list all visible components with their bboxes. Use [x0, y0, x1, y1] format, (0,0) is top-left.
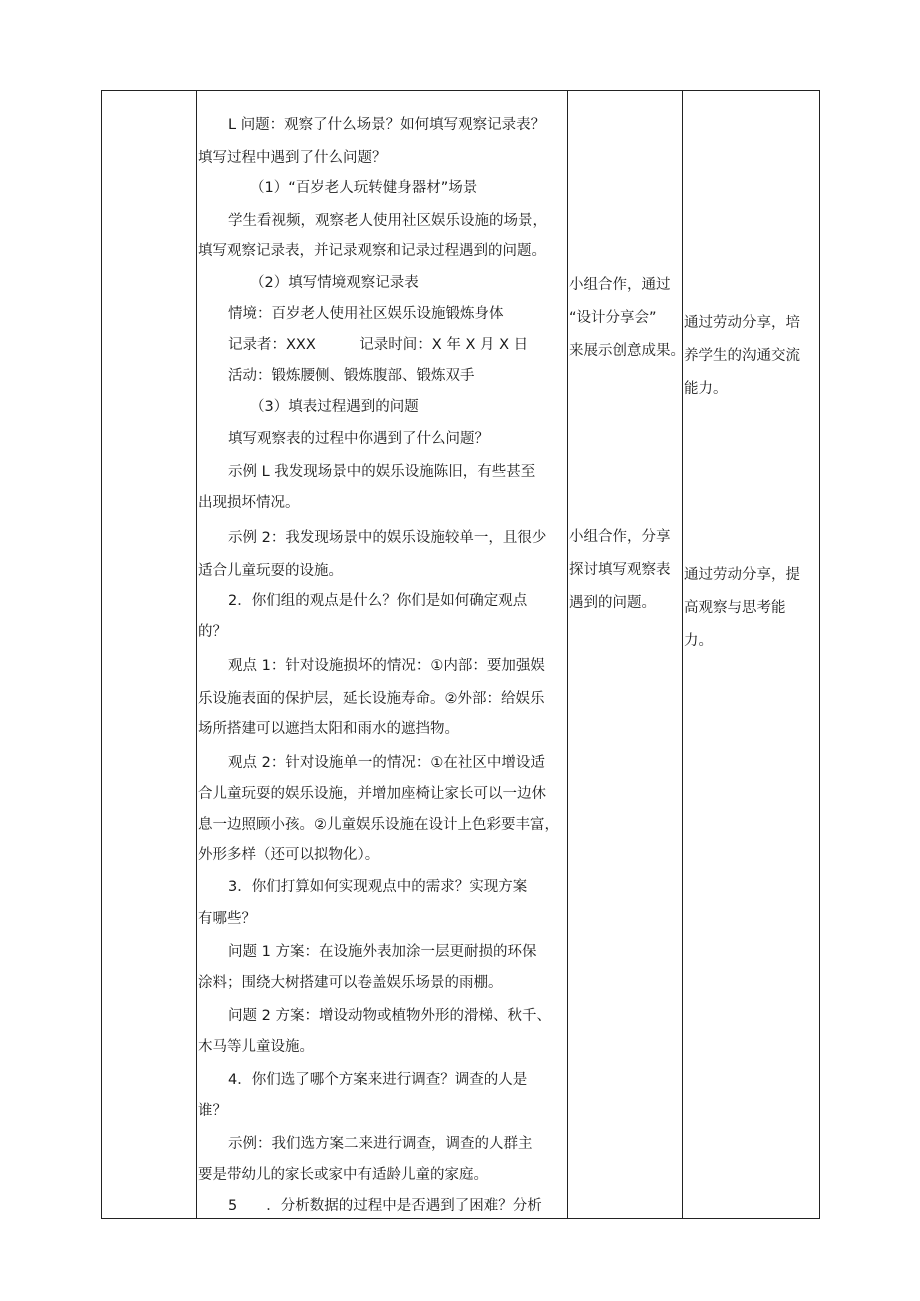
text-line: 通过劳动分享，提 — [684, 567, 800, 583]
text-line: 情境：百岁老人使用社区娱乐设施锻炼身体 — [228, 306, 504, 322]
text-line: 小组合作，分享 — [569, 529, 671, 545]
text-line: 乐设施表面的保护层，延长设施寿命。②外部：给娱乐 — [198, 691, 545, 707]
text-line: 养学生的沟通交流 — [684, 348, 800, 364]
text-line: 力。 — [684, 633, 713, 649]
text-line: 4．你们选了哪个方案来进行调查？调查的人是 — [228, 1072, 528, 1088]
text-line: 外形多样（还可以拟物化）。 — [198, 847, 380, 863]
design-intent-block — [684, 307, 818, 406]
text-line: 要是带幼儿的家长或家中有适龄儿童的家庭。 — [198, 1167, 488, 1183]
text-line: 学生看视频，观察老人使用社区娱乐设施的场景， — [228, 213, 547, 229]
text-line: （2）填写情境观察记录表 — [250, 275, 419, 291]
text-line: 示例 2：我发现场景中的娱乐设施较单一，且很少 — [228, 530, 547, 546]
text-line: 有哪些？ — [198, 911, 256, 927]
text-line: 息一边照顾小孩。②儿童娱乐设施在设计上色彩要丰富， — [198, 817, 559, 833]
text-line: 场所搭建可以遮挡太阳和雨水的遮挡物。 — [198, 721, 459, 737]
text-line: 示例：我们选方案二来进行调查，调查的人群主 — [228, 1136, 533, 1152]
text-line: 出现损坏情况。 — [198, 495, 300, 511]
column-divider — [196, 91, 197, 1218]
text-line: 问题 2 方案：增设动物或植物外形的滑梯、秋千、 — [228, 1008, 551, 1024]
text-line: 木马等儿童设施。 — [198, 1039, 314, 1055]
text-line: 小组合作，通过 — [569, 277, 671, 293]
text-line: 高观察与思考能 — [684, 600, 786, 616]
text-line: 涂料；围绕大树搭建可以卷盖娱乐场景的雨棚。 — [198, 975, 503, 991]
text-line: 5 ．分析数据的过程中是否遇到了困难？分析 — [228, 1198, 542, 1214]
text-line: 活动：锻炼腰侧、锻炼腹部、锻炼双手 — [228, 368, 475, 384]
text-line: 谁？ — [198, 1103, 227, 1119]
text-line: 示例 L 我发现场景中的娱乐设施陈旧，有些甚至 — [228, 464, 536, 480]
text-line: （1）“百岁老人玩转健身器材”场景 — [250, 180, 478, 196]
student-activity-block — [569, 269, 683, 368]
text-line: 2．你们组的观点是什么？你们是如何确定观点 — [228, 593, 528, 609]
text-line: 适合儿童玩耍的设施。 — [198, 563, 343, 579]
column-divider — [682, 91, 683, 1218]
student-activity-block — [569, 521, 683, 620]
text-line: 探讨填写观察表 — [569, 562, 671, 578]
design-intent-block — [684, 559, 818, 658]
text-line: 记录者：XXX 记录时间：X 年 X 月 X 日 — [228, 337, 529, 353]
text-line: 的？ — [198, 624, 227, 640]
text-line: 观点 2：针对设施单一的情况：①在社区中增设适 — [228, 755, 545, 771]
text-line: 合儿童玩耍的娱乐设施，并增加座椅让家长可以一边休 — [198, 786, 546, 802]
text-line: L 问题：观察了什么场景？如何填写观察记录表？ — [228, 117, 546, 133]
text-line: （3）填表过程遇到的问题 — [250, 399, 419, 415]
text-line: 填写过程中遇到了什么问题？ — [198, 150, 387, 166]
lesson-table — [101, 90, 820, 1219]
text-line: 3．你们打算如何实现观点中的需求？实现方案 — [228, 879, 528, 895]
text-line: 填写观察记录表，并记录观察和记录过程遇到的问题。 — [198, 243, 546, 259]
text-line: 填写观察表的过程中你遇到了什么问题？ — [228, 431, 489, 447]
text-line: 通过劳动分享，培 — [684, 315, 800, 331]
text-line: 遇到的问题。 — [569, 595, 656, 611]
text-line: 问题 1 方案：在设施外表加涂一层更耐损的环保 — [228, 944, 537, 960]
text-line: 来展示创意成果。 — [569, 343, 685, 359]
text-line: “设计分享会” — [569, 310, 657, 326]
text-line: 观点 1：针对设施损坏的情况：①内部：要加强娱 — [228, 658, 545, 674]
text-line: 能力。 — [684, 381, 728, 397]
